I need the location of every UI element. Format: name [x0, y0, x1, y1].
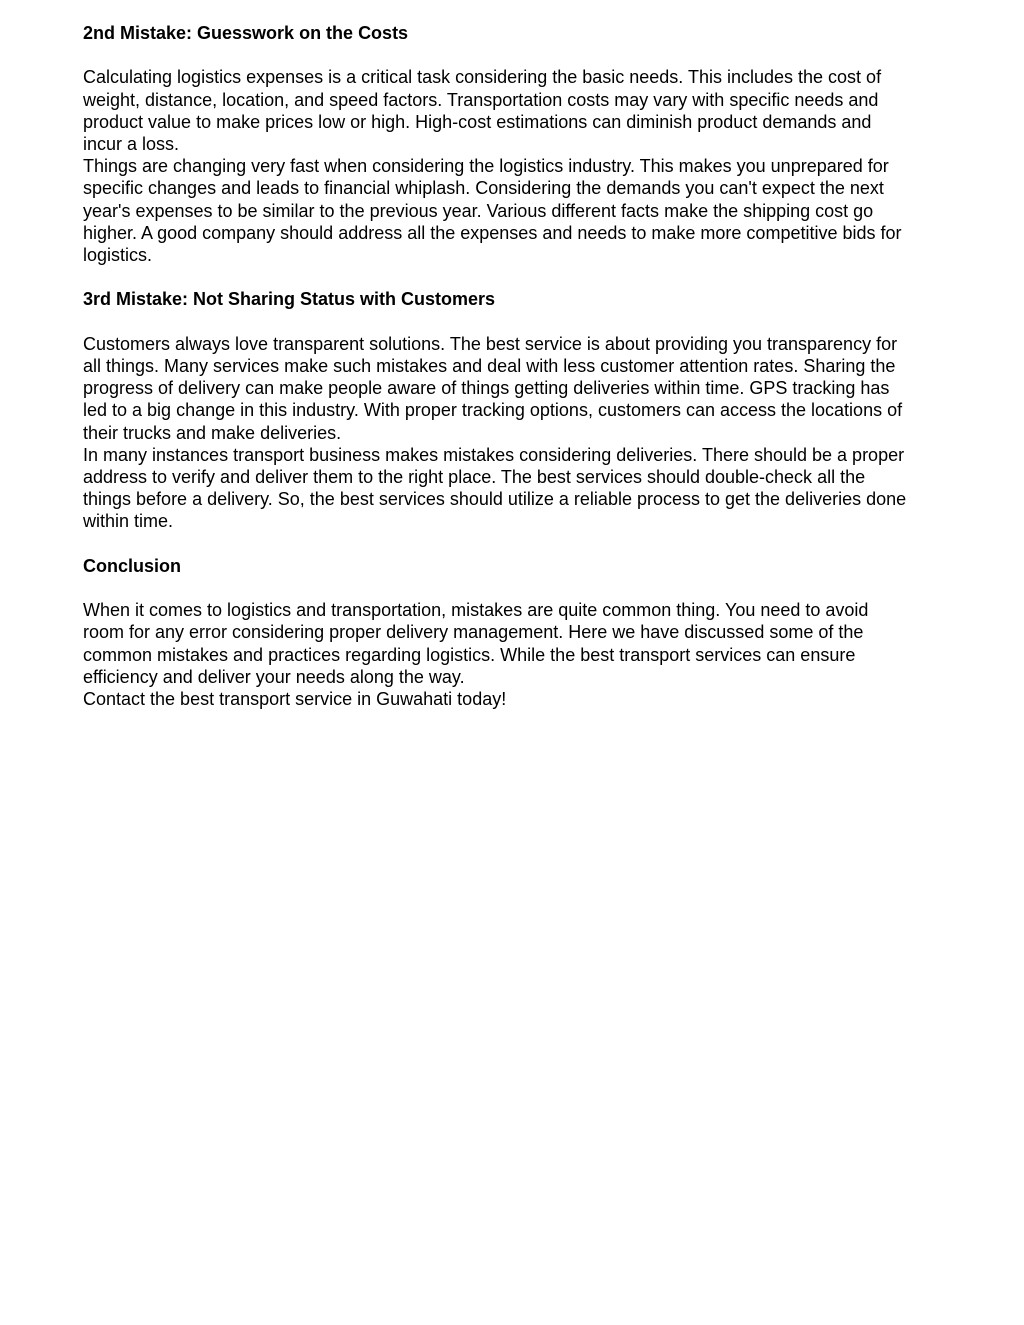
paragraph: Things are changing very fast when considering the logistics industry. This makes you unprepared for specific changes and leads to financial whiplash. Considering the demands you can't expect the next year's expenses to be similar to the previous year. Various different facts make the shipping cost go higher. A good company should address all the expenses and needs to make more competitive bids for logistics. — [83, 156, 902, 266]
spacer — [83, 311, 913, 333]
paragraph: When it comes to logistics and transportation, mistakes are quite common thing. You need to avoid room for any error considering proper delivery management. Here we have discussed some of the common mistakes and practices regarding logistics. While the best transport services can ensure efficiency and deliver your needs along the way. — [83, 600, 869, 687]
section-status — [83, 288, 913, 532]
paragraph: Calculating logistics expenses is a critical task considering the basic needs. This includes the cost of weight, distance, location, and speed factors. Transportation costs may vary with specific needs and product value to make prices low or high. High-cost estimations can diminish product demands and incur a loss. — [83, 67, 882, 154]
paragraph: In many instances transport business makes mistakes considering deliveries. There should be a proper address to verify and deliver them to the right place. The best services should double-check all the things before a delivery. So, the best services should utilize a reliable process to get the deliveries done within time. — [83, 444, 907, 532]
paragraph: Contact the best transport service in Guwahati today! — [83, 689, 507, 710]
section-heading: 3rd Mistake: Not Sharing Status with Customers — [83, 289, 496, 310]
spacer — [83, 577, 913, 599]
spacer — [83, 44, 913, 66]
paragraph: Customers always love transparent solutions. The best service is about providing you transparency for all things. Many services make such mistakes and deal with less customer attention rates. Sharing the progress of delivery can make people aware of things getting deliveries within time. GPS tracking has led to a big change in this industry. With proper tracking options, customers can access the locations of their trucks and make deliveries. — [83, 333, 903, 443]
section-heading: 2nd Mistake: Guesswork on the Costs — [83, 23, 409, 43]
document-page — [83, 22, 913, 710]
section-heading: Conclusion — [83, 555, 181, 576]
section-conclusion — [83, 555, 913, 710]
section-costs — [83, 22, 913, 266]
